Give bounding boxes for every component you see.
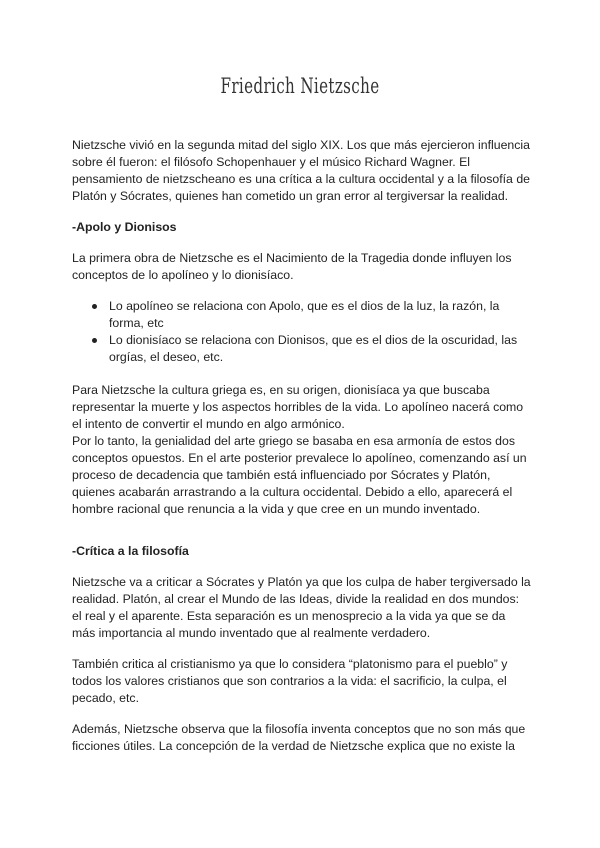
section-heading-apolo-dionisos: -Apolo y Dionisos [72, 220, 177, 234]
list-item-text: Lo apolíneo se relaciona con Apolo, que es el dios de la luz, la razón, la forma, etc [109, 299, 500, 330]
paragraph: Nietzsche va a criticar a Sócrates y Platón ya que los culpa de haber tergiversado la realidad. Platón, al crear el Mundo de las Ideas, divide la realidad en dos mundos: el real y el aparente. Esta separación es un menosprecio a la vida ya que se da más importancia al mundo inventado que al realmente verdadero. [72, 575, 531, 640]
paragraph: Para Nietzsche la cultura griega es, en su origen, dionisíaca ya que buscaba representar la muerte y los aspectos horribles de la vida. Lo apolíneo nacerá como el intento de convertir el mundo en algo armónico. [72, 383, 524, 431]
document-body [72, 137, 532, 755]
paragraph: La primera obra de Nietzsche es el Nacimiento de la Tragedia donde influyen los conceptos de lo apolíneo y lo dionisíaco. [72, 251, 512, 282]
bullet-icon [92, 338, 97, 343]
list-item [72, 298, 532, 332]
page-title: Friedrich Nietzsche [220, 74, 380, 98]
paragraph: Además, Nietzsche observa que la filosofía inventa conceptos que no son más que ficciones útiles. La concepción de la verdad de Nietzsche explica que no existe la [72, 722, 526, 753]
bullet-icon [92, 304, 97, 309]
bullet-list [72, 298, 532, 366]
paragraph: Por lo tanto, la genialidad del arte griego se basaba en esa armonía de estos dos conceptos opuestos. En el arte posterior prevalece lo apolíneo, comenzando así un proceso de decadencia que también está influenciado por Sócrates y Platón, quienes acabarán arrastrando a la cultura occidental. Debido a ello, aparecerá el hombre racional que renuncia a la vida y que cree en un mundo inventado. [72, 434, 527, 516]
section-heading-critica-filosofia: -Crítica a la filosofía [72, 544, 189, 558]
intro-paragraph: Nietzsche vivió en la segunda mitad del siglo XIX. Los que más ejercieron influencia sobre él fueron: el filósofo Schopenhauer y el músico Richard Wagner. El pensamiento de nietzscheano es una crítica a la cultura occidental y a la filosofía de Platón y Sócrates, quienes han cometido un gran error al tergiversar la realidad. [72, 138, 530, 203]
paragraph: También critica al cristianismo ya que lo considera “platonismo para el pueblo” y todos los valores cristianos que son contrarios a la vida: el sacrificio, la culpa, el pecado, etc. [72, 657, 508, 705]
list-item [72, 332, 532, 366]
list-item-text: Lo dionisíaco se relaciona con Dionisos, que es el dios de la oscuridad, las orgías, el deseo, etc. [109, 333, 518, 364]
